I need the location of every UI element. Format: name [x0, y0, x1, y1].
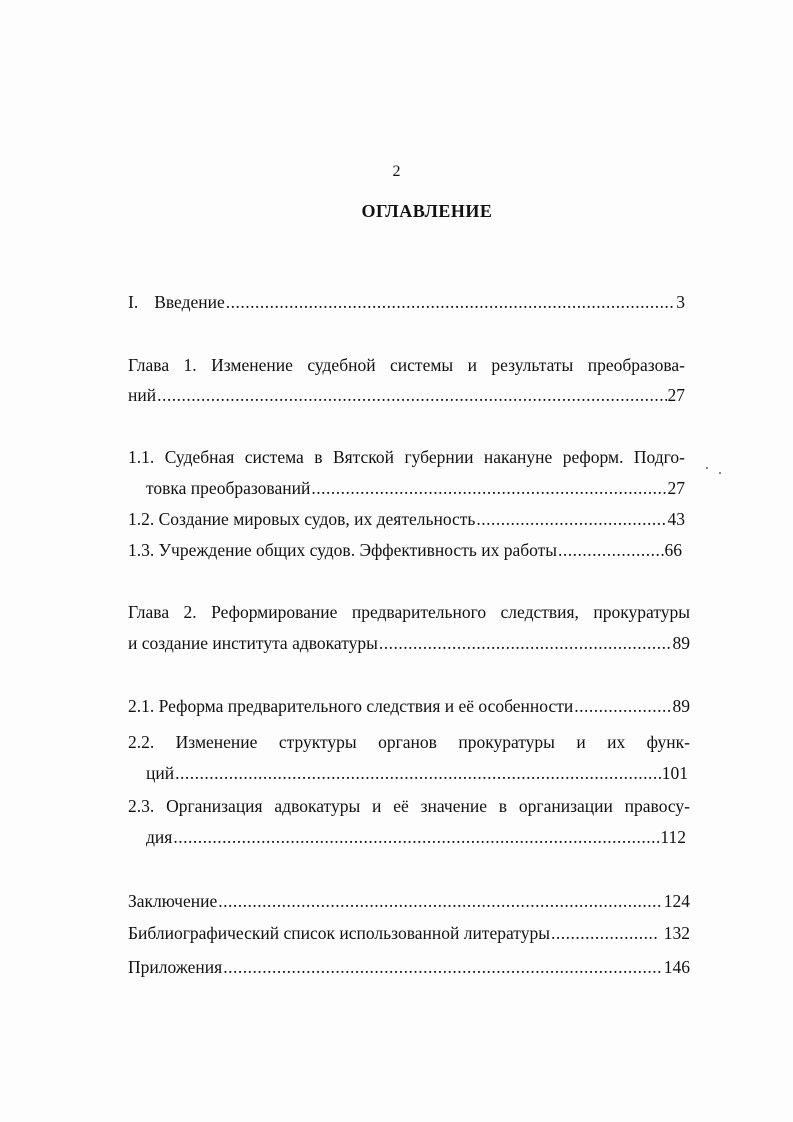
toc-page: 66	[664, 540, 682, 560]
toc-entry-chapter-1[interactable]	[128, 384, 685, 406]
toc-number: I.	[128, 292, 139, 312]
toc-entry-conclusion[interactable]	[128, 890, 690, 912]
toc-page: 3	[676, 292, 685, 312]
scan-speck	[706, 467, 708, 469]
toc-page: 112	[660, 827, 686, 847]
toc-label: Введение	[154, 292, 225, 312]
toc-label: дия	[146, 827, 173, 847]
toc-entry-section-2-3[interactable]	[146, 826, 686, 848]
toc-page: 124	[663, 891, 690, 911]
toc-label: ций	[146, 763, 175, 783]
toc-entry-section-1-3[interactable]	[128, 539, 682, 561]
dot-leader	[157, 384, 666, 406]
toc-chapter-1-title[interactable]: Глава 1. Изменение судебной системы и результаты преобразова-	[128, 355, 685, 375]
toc-chapter-2-title[interactable]: Глава 2. Реформирование предварительного следствия, прокуратуры	[128, 602, 690, 622]
toc-label: Библиографический список использованной литературы	[128, 923, 550, 943]
toc-entry-section-2-2[interactable]	[146, 762, 688, 784]
dot-leader	[218, 890, 663, 912]
toc-label: и создание института адвокатуры	[128, 633, 378, 653]
toc-entry-section-1-2[interactable]	[128, 508, 685, 530]
toc-page: 89	[672, 696, 690, 716]
dot-leader	[379, 632, 672, 654]
dot-leader	[558, 539, 663, 561]
toc-entry-appendices[interactable]	[128, 956, 690, 978]
toc-label: товка преобразований	[146, 478, 311, 498]
toc-page: 27	[667, 478, 685, 498]
toc-page: 146	[663, 957, 690, 977]
toc-label: Заключение	[128, 891, 218, 911]
toc-section-2-3-title[interactable]: 2.3. Организация адвокатуры и её значение в организации правосу-	[128, 796, 690, 816]
toc-label: 1.2. Создание мировых судов, их деятельность	[128, 509, 476, 529]
toc-entry-section-1-1[interactable]	[146, 477, 685, 499]
dot-leader	[223, 956, 663, 978]
toc-page: 89	[672, 633, 690, 653]
toc-label: 2.1. Реформа предварительного следствия и её особенности	[128, 696, 574, 716]
toc-entry-section-2-1[interactable]	[128, 695, 690, 717]
toc-page: 27	[667, 385, 685, 405]
toc-entry-bibliography[interactable]	[128, 922, 690, 944]
toc-page: 43	[667, 509, 685, 529]
toc-page: 101	[661, 763, 688, 783]
dot-leader	[476, 508, 666, 530]
dot-leader	[311, 477, 666, 499]
toc-label: 1.3. Учреждение общих судов. Эффективность их работы	[128, 540, 558, 560]
toc-label: Приложения	[128, 957, 223, 977]
scan-speck	[719, 472, 721, 474]
toc-entry-chapter-2[interactable]	[128, 632, 690, 654]
dot-leader	[574, 695, 671, 717]
toc-label: ний	[128, 385, 157, 405]
dot-leader	[226, 291, 676, 313]
dot-leader	[175, 762, 661, 784]
page-number: 2	[392, 163, 401, 180]
toc-section-1-1-title[interactable]: 1.1. Судебная система в Вятской губернии накануне реформ. Подго-	[128, 447, 685, 467]
dot-leader	[551, 922, 658, 944]
toc-section-2-2-title[interactable]: 2.2. Изменение структуры органов прокуратуры и их функ-	[128, 732, 690, 752]
page-title: ОГЛАВЛЕНИЕ	[361, 201, 493, 221]
toc-entry-introduction[interactable]	[128, 291, 685, 313]
toc-page: 132	[659, 923, 690, 943]
dot-leader	[173, 826, 659, 848]
